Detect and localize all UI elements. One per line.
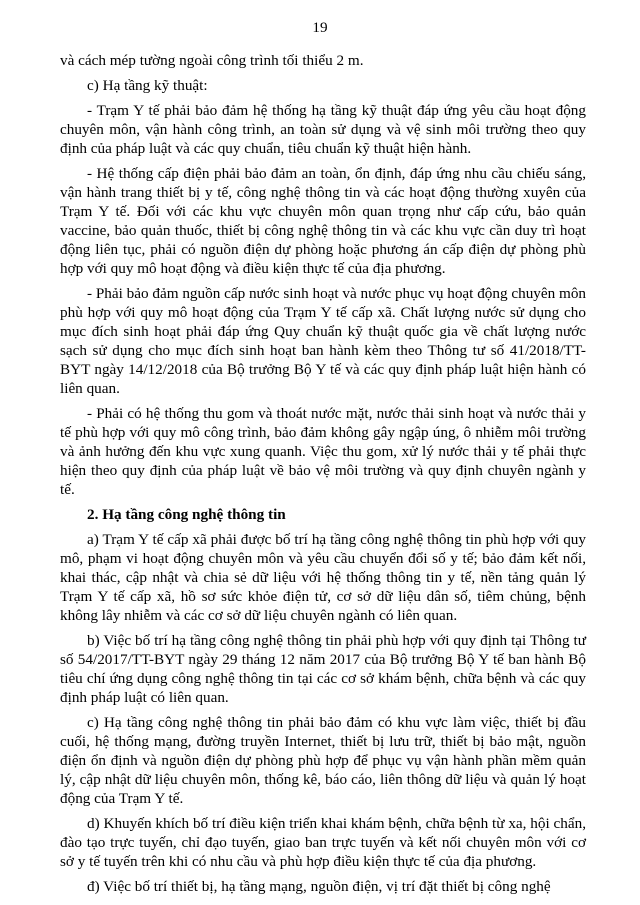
paragraph-technical-infrastructure-heading: c) Hạ tầng kỹ thuật:: [87, 77, 208, 94]
paragraph-water-supply: - Phải bảo đảm nguồn cấp nước sinh hoạt và nước phục vụ hoạt động chuyên môn phù hợp với quy mô hoạt động của Trạm Y tế cấp xã. Chất lượng nước sử dụng cho mục đích sinh hoạt phải đáp ứng Quy chuẩn kỹ thuật quốc gia về chất lượng nước sạch sử dụng cho mục đích sinh hoạt ban hành kèm theo Thông tư số 41/2018/TT-BYT ngày 14/12/2018 của Bộ trưởng Bộ Y tế và các quy định pháp luật hiện hành có liên quan.: [60, 285, 587, 397]
paragraph-it-c: c) Hạ tầng công nghệ thông tin phải bảo đảm có khu vực làm việc, thiết bị đầu cuối, hệ thống mạng, đường truyền Internet, thiết bị lưu trữ, thiết bị bảo mật, nguồn điện ổn định và nguồn điện dự phòng phù hợp để phục vụ vận hành phần mềm quản lý, cập nhật dữ liệu chuyên môn, thống kê, báo cáo, liên thông dữ liệu và quản lý hoạt động của Trạm Y tế.: [60, 714, 586, 807]
paragraph-drainage: - Phải có hệ thống thu gom và thoát nước mặt, nước thải sinh hoạt và nước thải y tế phù hợp với quy mô công trình, bảo đảm không gây ngập úng, ô nhiễm môi trường và ảnh hưởng đến khu vực xung quanh. Việc thu gom, xử lý nước thải y tế phải thực hiện theo quy định của pháp luật về bảo vệ môi trường và quy định chuyên ngành y tế.: [60, 405, 586, 498]
paragraph-it-a: a) Trạm Y tế cấp xã phải được bố trí hạ tầng công nghệ thông tin phù hợp với quy mô, phạm vi hoạt động chuyên môn và yêu cầu chuyển đổi số y tế; bảo đảm kết nối, khai thác, cập nhật và chia sẻ dữ liệu với hệ thống thông tin y tế, nền tảng quản lý Trạm Y tế cấp xã, hồ sơ sức khỏe điện tử, cơ sở dữ liệu dân số, tiêm chủng, bệnh không lây nhiễm và các cơ sở dữ liệu chuyên ngành có liên quan.: [60, 531, 586, 624]
paragraph-it-dd: đ) Việc bố trí thiết bị, hạ tầng mạng, nguồn điện, vị trí đặt thiết bị công nghệ: [87, 878, 551, 895]
paragraph-continuation: và cách mép tường ngoài công trình tối thiểu 2 m.: [60, 52, 364, 69]
paragraph-power-supply: - Hệ thống cấp điện phải bảo đảm an toàn, ổn định, đáp ứng nhu cầu chiếu sáng, vận hành trang thiết bị y tế, công nghệ thông tin và các hoạt động thường xuyên của Trạm Y tế. Đối với các khu vực chuyên môn quan trọng như cấp cứu, bảo quản vaccine, bảo quản thuốc, thiết bị công nghệ thông tin và các khu vực cần duy trì hoạt động liên tục, phải có nguồn điện dự phòng hoặc phương án cấp điện dự phòng phù hợp với quy mô hoạt động và điều kiện thực tế của địa phương.: [60, 165, 586, 277]
page-number: 19: [312, 19, 328, 36]
document-body: [60, 51, 586, 902]
paragraph-it-b: b) Việc bố trí hạ tầng công nghệ thông tin phải phù hợp với quy định tại Thông tư số 54/2017/TT-BYT ngày 29 tháng 12 năm 2017 của Bộ trưởng Bộ Y tế ban hành Bộ tiêu chí ứng dụng công nghệ thông tin tại các cơ sở khám bệnh, chữa bệnh và các quy định pháp luật có liên quan.: [60, 632, 586, 706]
paragraph-infrastructure-requirement: - Trạm Y tế phải bảo đảm hệ thống hạ tầng kỹ thuật đáp ứng yêu cầu hoạt động chuyên môn, vận hành công trình, an toàn sử dụng và vệ sinh môi trường theo quy định của pháp luật và các quy chuẩn, tiêu chuẩn kỹ thuật hiện hành.: [60, 102, 586, 157]
section-heading-it-infrastructure: 2. Hạ tầng công nghệ thông tin: [87, 506, 286, 523]
paragraph-it-d: d) Khuyến khích bố trí điều kiện triển khai khám bệnh, chữa bệnh từ xa, hội chẩn, đào tạo trực tuyến, chỉ đạo tuyến, giao ban trực tuyến và kết nối chuyên môn với cơ sở y tế tuyến trên khi có nhu cầu và phù hợp điều kiện thực tế của địa phương.: [60, 815, 586, 870]
